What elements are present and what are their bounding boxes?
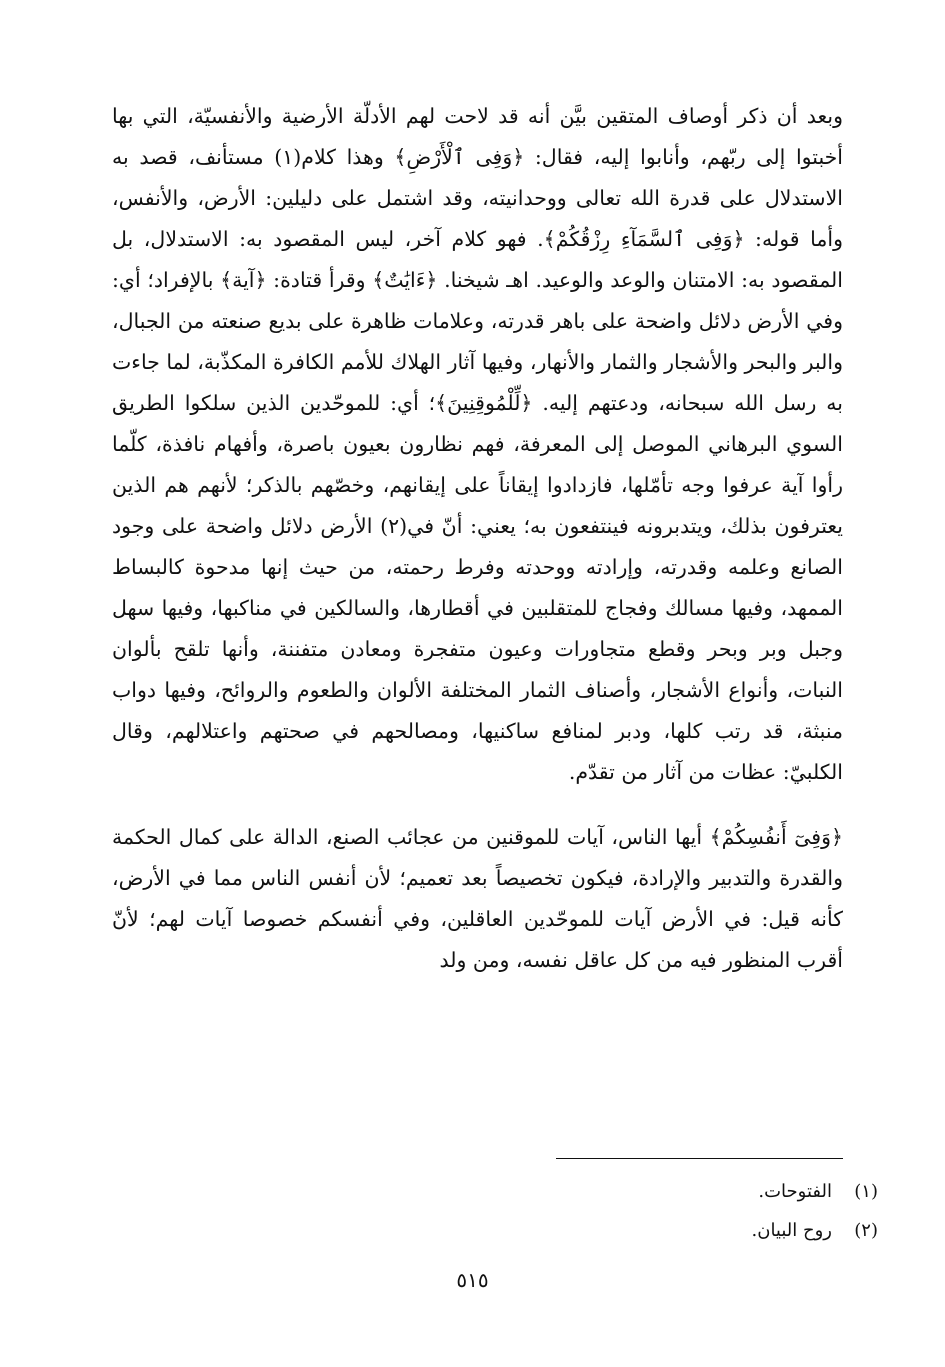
footnote-2 xyxy=(556,1211,878,1250)
footnote-2-number: (٢) xyxy=(854,1220,878,1241)
footnote-1 xyxy=(556,1172,878,1211)
footnotes xyxy=(556,1172,878,1250)
footnote-2-text: روح البيان. xyxy=(751,1220,832,1241)
paragraph-2: ﴿وَفِىٓ أَنفُسِكُمْ﴾ أيها الناس، آيات للموقنين من عجائب الصنع، الدالة على كمال الحكمة والقدرة والتدبير والإرادة، فيكون تخصيصاً بعد تعميم؛ لأن أنفس الناس مما في الأرض، كأنه قيل: في الأرض آيات للموحّدين العاقلين، وفي أنفسكم خصوصا آيات لهم؛ لأنّ أقرب المنظور فيه من كل عاقل نفسه، ومن ولد xyxy=(112,825,843,972)
footnote-1-number: (١) xyxy=(854,1181,878,1202)
footnote-divider xyxy=(556,1158,843,1159)
page-number: ٥١٥ xyxy=(456,1268,489,1292)
main-text xyxy=(112,96,843,981)
paragraph-1: وبعد أن ذكر أوصاف المتقين بيَّن أنه قد لاحت لهم الأدلّة الأرضية والأنفسيّة، التي بها أخبتوا إلى ربّهم، وأنابوا إليه، فقال: ﴿وَفِى ٱلْأَرْضِ﴾ وهذا كلام(١) مستأنف، قصد به الاستدلال على قدرة الله تعالى ووحدانيته، وقد اشتمل على دليلين: الأرض، والأنفس، وأما قوله: ﴿وَفِى ٱلسَّمَآءِ رِزْقُكُمْ﴾. فهو كلام آخر، ليس المقصود به: الاستدلال، بل المقصود به: الامتنان والوعد والوعيد. اهـ شيخنا. ﴿ءَايَٰتٌ﴾ وقرأ قتادة: ﴿آية﴾ بالإفراد؛ أي: وفي الأرض دلائل واضحة على باهر قدرته، وعلامات ظاهرة على بديع صنعته من الجبال، والبر والبحر والأشجار والثمار والأنهار، وفيها آثار الهلاك للأمم الكافرة المكذّبة، لما جاءت به رسل الله سبحانه، ودعتهم إليه. ﴿لِّلْمُوقِنِينَ﴾؛ أي: للموحّدين الذين سلكوا الطريق السوي البرهاني الموصل إلى المعرفة، فهم نظارون بعيون باصرة، وأفهام نافذة، كلّما رأوا آية عرفوا وجه تأمّلها، فازدادوا إيقاناً على إيقانهم، وخصّهم بالذكر؛ لأنهم هم الذين يعترفون بذلك، ويتدبرونه فينتفعون به؛ يعني: أنّ في(٢) الأرض دلائل واضحة على وجود الصانع وعلمه وقدرته، وإرادته ووحدته وفرط رحمته، من حيث إنها مدحوة كالبساط الممهد، وفيها مسالك وفجاج للمتقلبين في أقطارها، والسالكين في مناكبها، وفيها سهل وجبل وبر وبحر وقطع متجاورات وعيون متفجرة ومعادن متفننة، وأنها تلقح بألوان النبات، وأنواع الأشجار، وأصناف الثمار المختلفة الألوان والطعوم والروائح، وفيها دواب منبثة، قد رتب كلها، ودبر لمنافع ساكنيها، ومصالحهم في صحتهم واعتلالهم، وقال الكلبيّ: عظات من آثار من تقدّم. xyxy=(112,104,843,784)
footnote-1-text: الفتوحات. xyxy=(758,1181,832,1202)
